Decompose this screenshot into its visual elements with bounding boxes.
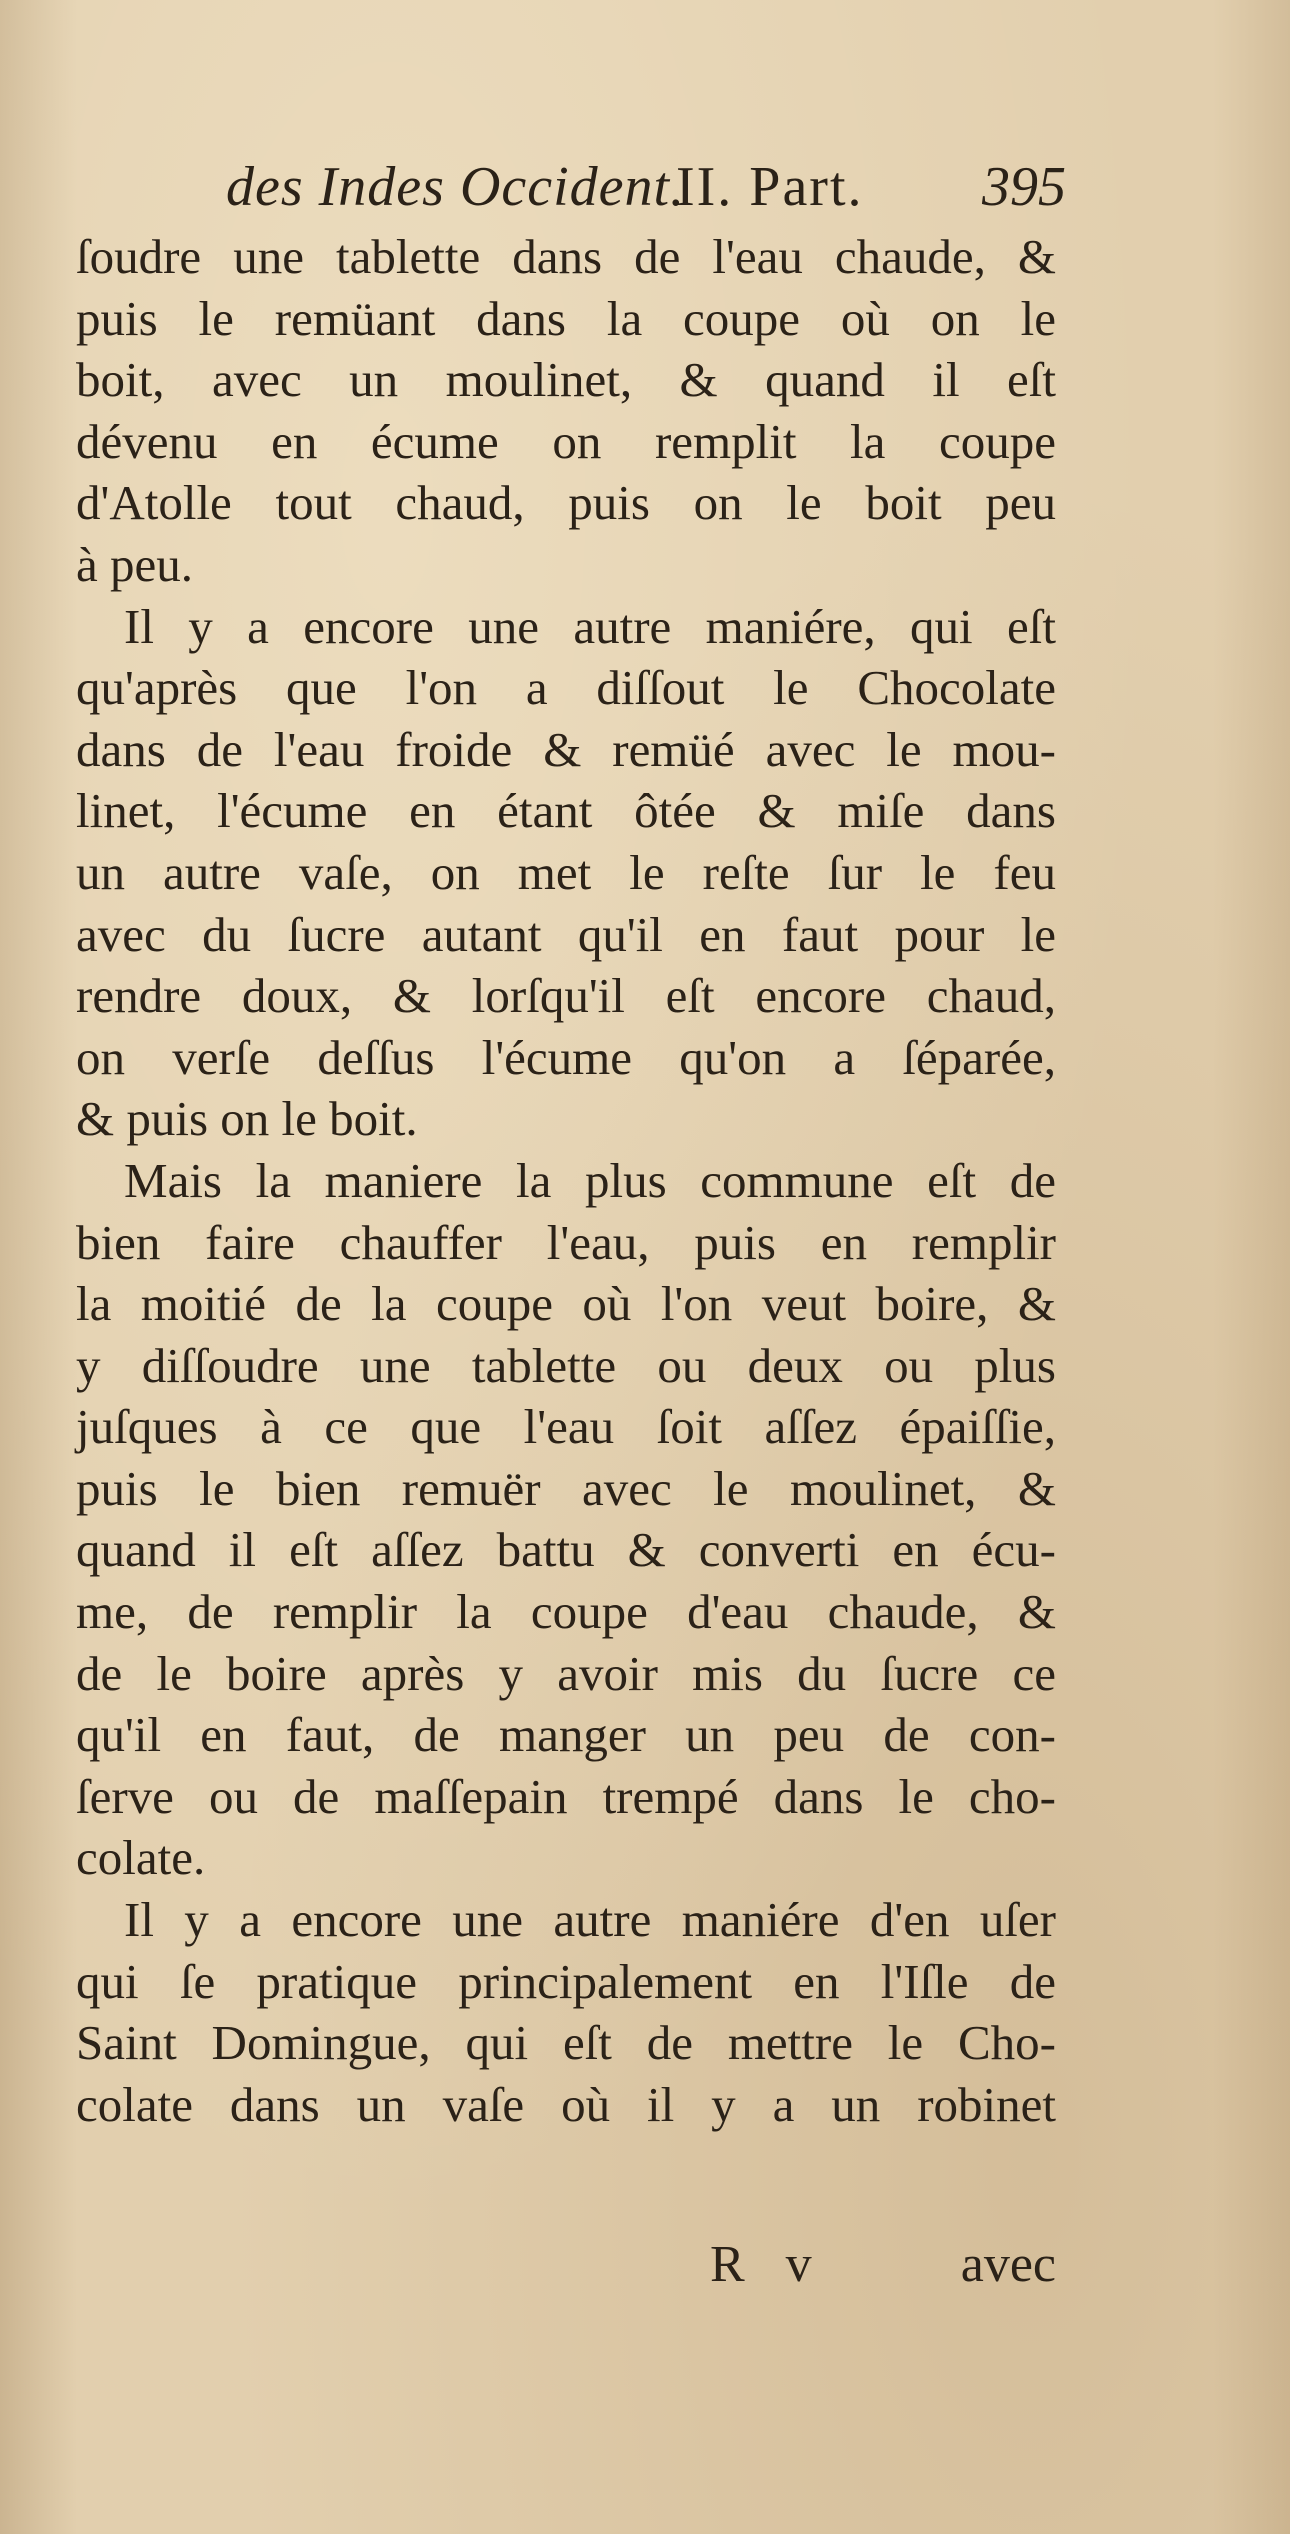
part-label: II. Part. bbox=[676, 156, 864, 218]
text-line: la moitié de la coupe où l'on veut boire, & bbox=[76, 1276, 1056, 1332]
text-line: me, de remplir la coupe d'eau chaude, & bbox=[76, 1584, 1056, 1640]
text-line: boit, avec un moulinet, & quand il eſt bbox=[76, 352, 1056, 408]
text-line: on verſe deſſus l'écume qu'on a ſéparée, bbox=[76, 1029, 1056, 1085]
text-line: d'Atolle tout chaud, puis on le boit peu bbox=[76, 475, 1056, 531]
text-line: ſoudre une tablette dans de l'eau chaude, & bbox=[76, 229, 1056, 284]
text-line: puis le remüant dans la coupe où on le bbox=[76, 290, 1056, 346]
text-line: à peu. bbox=[76, 536, 193, 592]
text-line: & puis on le boit. bbox=[76, 1091, 418, 1147]
text-line: Saint Domingue, qui eſt de mettre le Cho- bbox=[76, 2015, 1056, 2071]
text-line: Il y a encore une autre maniére d'en uſer bbox=[124, 1892, 1056, 1948]
text-line: Il y a encore une autre maniére, qui eſt bbox=[124, 598, 1056, 654]
text-line: bien faire chauffer l'eau, puis en remplir bbox=[76, 1214, 1056, 1270]
running-title: des Indes Occident. bbox=[226, 156, 686, 218]
text-line: qu'après que l'on a diſſout le Chocolate bbox=[76, 660, 1056, 716]
text-line: de le boire après y avoir mis du ſucre ce bbox=[76, 1645, 1056, 1701]
text-line: qu'il en faut, de manger un peu de con- bbox=[76, 1707, 1056, 1763]
text-line: qui ſe pratique principalement en l'Iſle de bbox=[76, 1953, 1056, 2009]
page-header bbox=[226, 152, 1066, 222]
text-line: juſques à ce que l'eau ſoit aſſez épaiſſie, bbox=[76, 1399, 1056, 1455]
text-line: y diſſoudre une tablette ou deux ou plus bbox=[76, 1337, 1056, 1393]
text-line: dans de l'eau froide & remüé avec le mou- bbox=[76, 721, 1056, 777]
text-line: colate. bbox=[76, 1830, 206, 1886]
text-line: colate dans un vaſe où il y a un robinet bbox=[76, 2076, 1056, 2132]
text-line: rendre doux, & lorſqu'il eſt encore chaud, bbox=[76, 968, 1056, 1024]
catchword: avec bbox=[960, 2236, 1056, 2293]
text-line: dévenu en écume on remplit la coupe bbox=[76, 413, 1056, 469]
text-line: puis le bien remuër avec le moulinet, & bbox=[76, 1460, 1056, 1516]
signature-mark: R v bbox=[710, 2236, 826, 2293]
page-footer bbox=[600, 2230, 1056, 2300]
text-line: avec du ſucre autant qu'il en faut pour le bbox=[76, 906, 1056, 962]
text-line: ſerve ou de maſſepain trempé dans le cho- bbox=[76, 1768, 1056, 1824]
text-line: un autre vaſe, on met le reſte ſur le feu bbox=[76, 844, 1056, 900]
text-line: quand il eſt aſſez battu & converti en écu- bbox=[76, 1522, 1056, 1578]
page-number: 395 bbox=[982, 156, 1066, 218]
text-line: linet, l'écume en étant ôtée & miſe dans bbox=[76, 783, 1056, 839]
body-text bbox=[76, 226, 1056, 2135]
text-line: Mais la maniere la plus commune eſt de bbox=[124, 1152, 1056, 1208]
